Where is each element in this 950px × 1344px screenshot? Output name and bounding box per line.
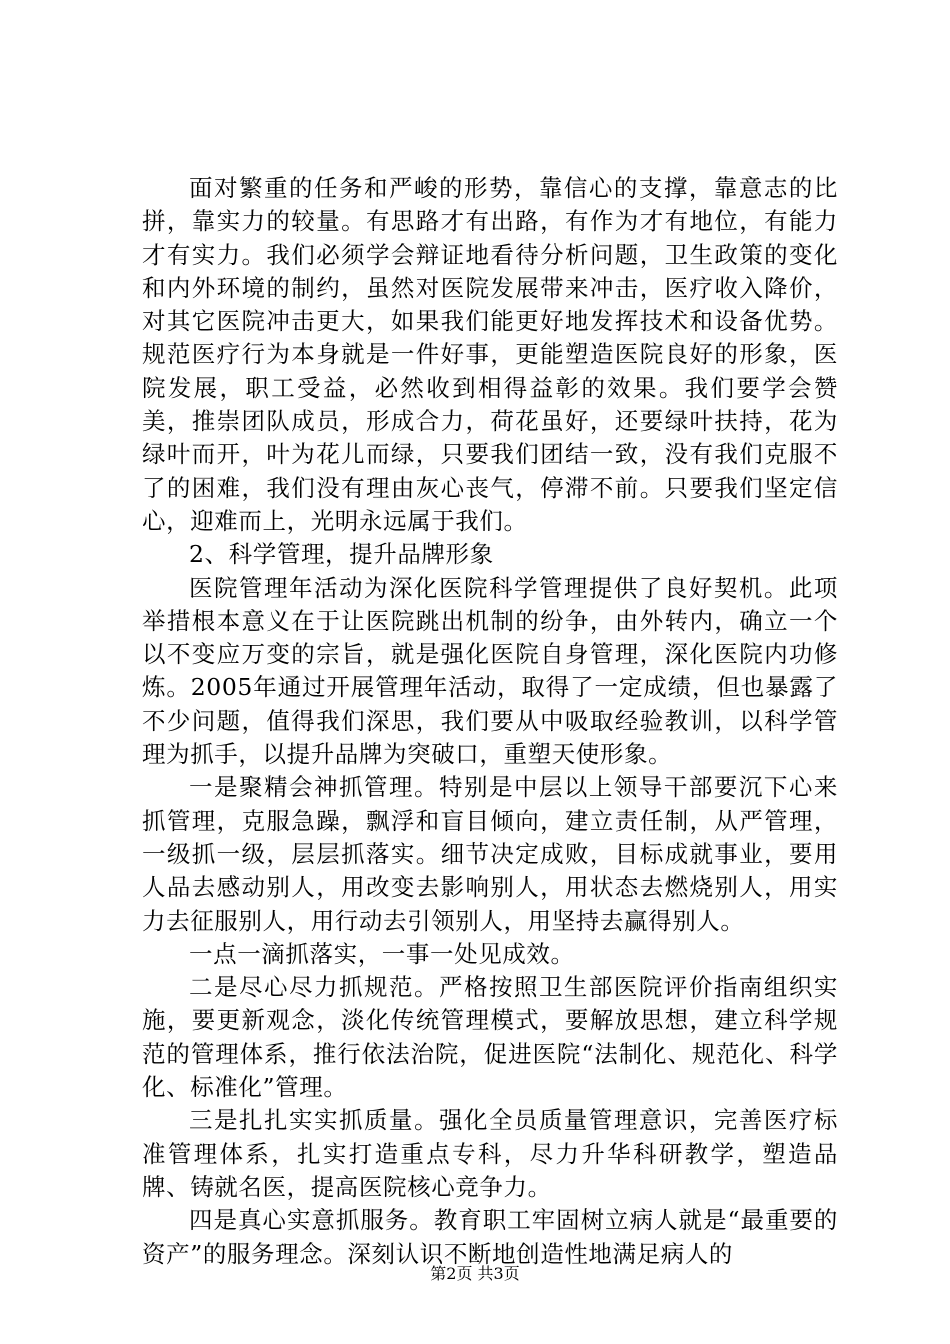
paragraph-7: 四是真心实意抓服务。教育职工牢固树立病人就是“最重要的资产”的服务理念。深刻认识不断地创造性地满足病人的 — [142, 1206, 838, 1268]
paragraph-5: 二是尽心尽力抓规范。严格按照卫生部医院评价指南组织实施，要更新观念，淡化传统管理模式，要解放思想，建立科学规范的管理体系，推行依法治院，促进医院“法制化、规范化、科学化、标准化”管理。 — [142, 973, 838, 1102]
paragraph-2: 医院管理年活动为深化医院科学管理提供了良好契机。此项举措根本意义在于让医院跳出机制的纷争，由外转内，确立一个以不变应万变的宗旨，就是强化医院自身管理，深化医院内功修炼。2005年通过开展管理年活动，取得了一定成绩，但也暴露了不少问题，值得我们深思，我们要从中吸取经验教训，以科学管理为抓手，以提升品牌为突破口，重塑天使形象。 — [142, 573, 838, 769]
paragraph-1: 面对繁重的任务和严峻的形势，靠信心的支撑，靠意志的比拼，靠实力的较量。有思路才有出路，有作为才有地位，有能力才有实力。我们必须学会辩证地看待分析问题，卫生政策的变化和内外环境的制约，虽然对医院发展带来冲击，医疗收入降价，对其它医院冲击更大，如果我们能更好地发挥技术和设备优势。规范医疗行为本身就是一件好事，更能塑造医院良好的形象，医院发展，职工受益，必然收到相得益彰的效果。我们要学会赞美，推崇团队成员，形成合力，荷花虽好，还要绿叶扶持，花为绿叶而开，叶为花儿而绿，只要我们团结一致，没有我们克服不了的困难，我们没有理由灰心丧气，停滞不前。只要我们坚定信心，迎难而上，光明永远属于我们。 — [142, 174, 838, 535]
paragraph-4: 一点一滴抓落实，一事一处见成效。 — [189, 939, 575, 968]
paragraph-3: 一是聚精会神抓管理。特别是中层以上领导干部要沉下心来抓管理，克服急躁，飘浮和盲目倾向，建立责任制，从严管理，一级抓一级，层层抓落实。细节决定成败，目标成就事业，要用人品去感动别人，用改变去影响别人，用状态去燃烧别人，用实力去征服别人，用行动去引领别人，用坚持去赢得别人。 — [142, 773, 838, 935]
section-heading: 2、科学管理，提升品牌形象 — [189, 540, 494, 569]
document-body — [142, 172, 838, 1271]
page-number-footer: 第2页 共3页 — [430, 1264, 520, 1283]
paragraph-6: 三是扎扎实实抓质量。强化全员质量管理意识，完善医疗标准管理体系，扎实打造重点专科，尽力升华科研教学，塑造品牌、铸就名医，提高医院核心竞争力。 — [142, 1106, 838, 1201]
